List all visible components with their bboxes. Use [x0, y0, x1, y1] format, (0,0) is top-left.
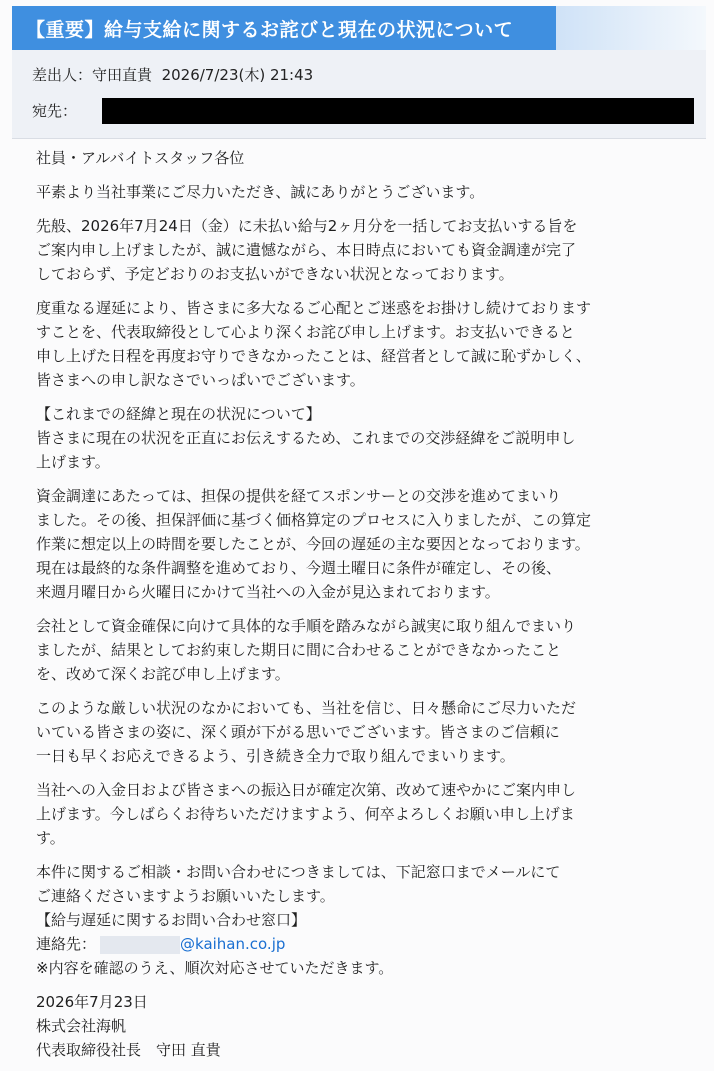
signature-company: 株式会社海帆 [36, 1017, 127, 1035]
paragraph: 当社への入金日および皆さまへの振込日が確定次第、改めて速やかにご案内申し 上げます。今しばらくお待ちいただけますよう、何卒よろしくお願い申し上げま す。 [36, 781, 577, 847]
subject-bar [12, 6, 556, 50]
paragraph: 会社として資金確保に向けて具体的な手順を踏みながら誠実に取り組んでまいり ましたが、結果としてお約束した期日に間に合わせることができなかったこと を、改めて深くお詫び申し上げます。 [36, 617, 577, 683]
signature-person: 代表取締役社長 守田 直貴 [36, 1041, 221, 1059]
sender-name[interactable]: 守田直貴 [92, 66, 153, 84]
salutation: 社員・アルバイトスタッフ各位 [36, 149, 245, 167]
email-header [12, 50, 706, 139]
sender-row [32, 64, 313, 85]
redacted-recipient [102, 98, 694, 124]
email-subject: 【重要】給与支給に関するお詫びと現在の状況について [26, 18, 514, 41]
contact-email-link[interactable]: @kaihan.co.jp [180, 935, 286, 953]
contact-note: ※内容を確認のうえ、順次対応させていただきます。 [36, 959, 394, 977]
sender-label: 差出人： [32, 66, 93, 84]
section-heading: 【これまでの経緯と現在の状況について】 [36, 405, 321, 423]
paragraph: 度重なる遅延により、皆さまに多大なるご心配とご迷惑をお掛けし続けております すことを、代表取締役として心より深くお詫び申し上げます。お支払いできると 申し上げた日程を再度お守りできなかったことは、経営者として誠に恥ずかしく、 皆さまへの申し訳なさでいっぱいでございます。 [36, 299, 592, 389]
paragraph: 皆さまに現在の状況を正直にお伝えするため、これまでの交渉経緯をご説明申し 上げます。 [36, 429, 576, 471]
contact-label: 連絡先： [36, 935, 97, 953]
contact-row [36, 932, 696, 956]
contact-heading: 【給与遅延に関するお問い合わせ窓口】 [36, 911, 307, 929]
email-body [36, 146, 696, 1062]
sent-datetime: 2026/7/23(木) 21:43 [161, 66, 314, 84]
to-label: 宛先： [32, 102, 78, 120]
paragraph: 先般、2026年7月24日（金）に未払い給与2ヶ月分を一括してお支払いする旨を ご案内申し上げましたが、誠に遺憾ながら、本日時点においても資金調達が完了 しておらず、予定どおりのお支払いができない状況となっております。 [36, 217, 578, 283]
paragraph: 資金調達にあたっては、担保の提供を経てスポンサーとの交渉を進めてまいり ました。その後、担保評価に基づく価格算定のプロセスに入りましたが、この算定 作業に想定以上の時間を要したことが、今回の遅延の主な要因となっております。 現在は最終的な条件調整を進めており、今週土曜日に条件が確定し、その後、 来週月曜日から火曜日にかけて当社への入金が見込まれております。 [36, 487, 592, 601]
recipient-row [32, 100, 77, 121]
signature-date: 2026年7月23日 [36, 993, 148, 1011]
paragraph: このような厳しい状況のなかにおいても、当社を信じ、日々懸命にご尽力いただ いている皆さまの姿に、深く頭が下がる思いでございます。皆さまのご信頼に 一日も早くお応えできるよう、引き続き全力で取り組んでまいります。 [36, 699, 577, 765]
redacted-email-local [100, 936, 180, 954]
subject-bar-fade [556, 6, 706, 50]
paragraph: 本件に関するご相談・お問い合わせにつきましては、下記窓口までメールにて ご連絡くださいますようお願いいたします。 [36, 863, 561, 905]
paragraph: 平素より当社事業にご尽力いただき、誠にありがとうございます。 [36, 183, 485, 201]
